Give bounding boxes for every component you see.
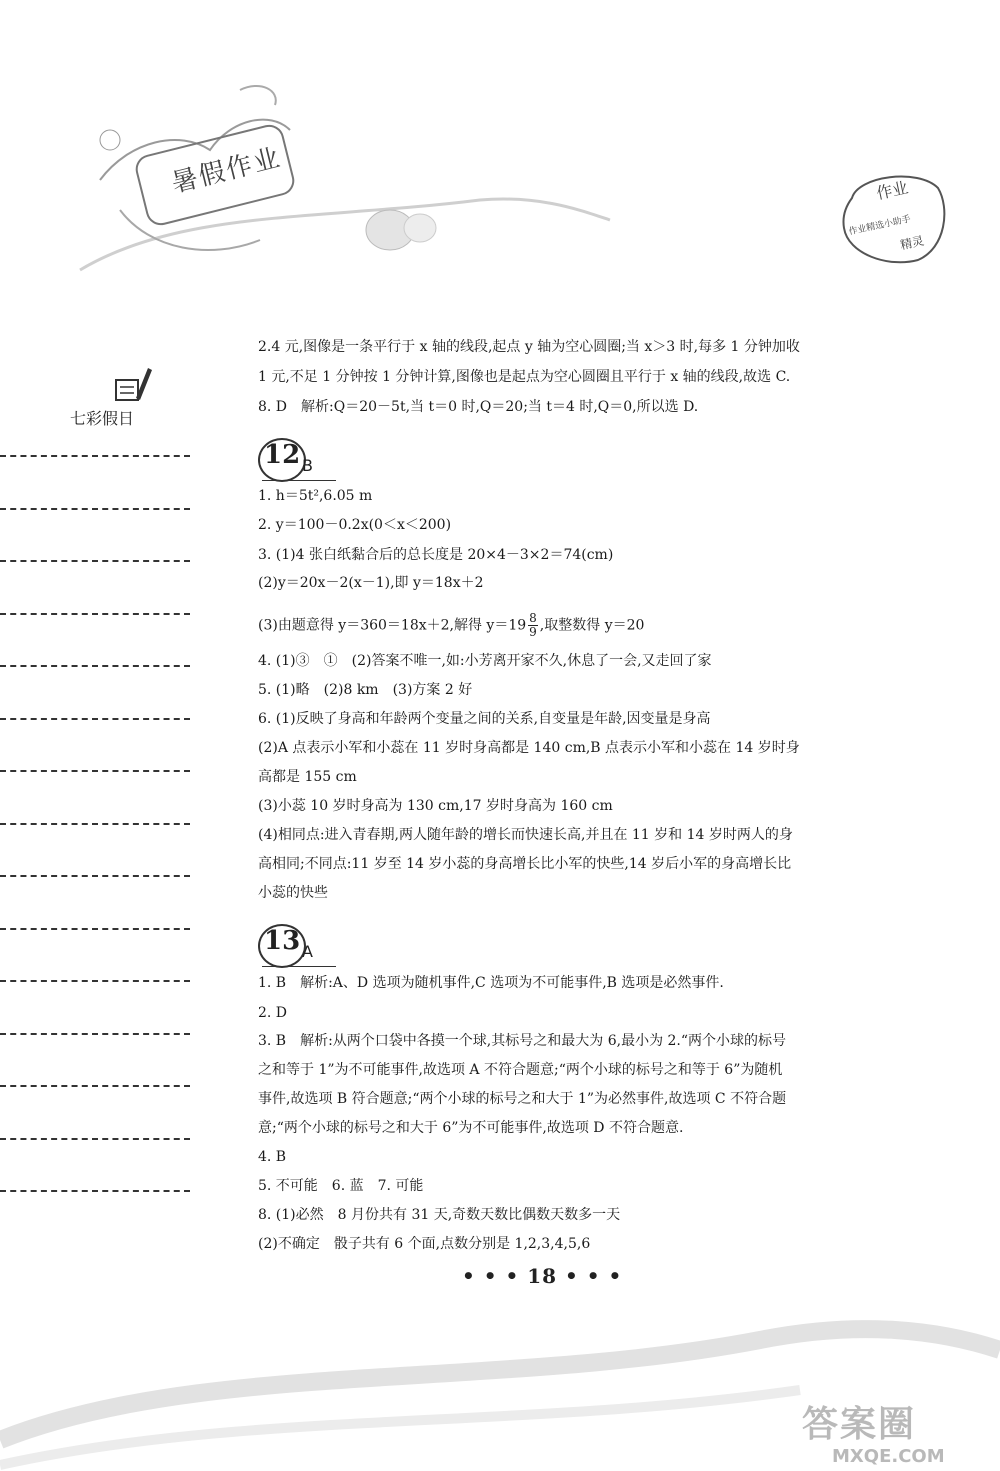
section-underline	[262, 480, 336, 481]
sidebar-note-line	[0, 1085, 190, 1087]
sidebar-note-line	[0, 1190, 190, 1192]
sidebar-note-line	[0, 823, 190, 825]
section-number: 13	[264, 926, 301, 956]
answer-line-fraction	[258, 612, 644, 639]
answer-line: 4. B	[258, 1149, 287, 1165]
answer-line: 8. D 解析:Q＝20－5t,当 t＝0 时,Q＝20;当 t＝4 时,Q＝0,所以选 D.	[258, 399, 699, 415]
seal-text-middle: 作业精选小助手	[847, 214, 912, 238]
notepad-pen-icon	[112, 362, 154, 406]
answer-line: 3. B 解析:从两个口袋中各摸一个球,其标号之和最大为 6,最小为 2.“两个小球的标号	[258, 1033, 787, 1049]
sidebar-note-line	[0, 980, 190, 982]
sidebar-note-line	[0, 718, 190, 720]
answer-line: 1. h＝5t²,6.05 m	[258, 488, 373, 504]
answer-line: (2)不确定 骰子共有 6 个面,点数分别是 1,2,3,4,5,6	[258, 1236, 591, 1252]
watermark-url: MXQE.COM	[832, 1446, 945, 1467]
header-decoration	[60, 60, 620, 320]
sidebar-note-line	[0, 928, 190, 930]
header-title: 暑假作业	[168, 142, 285, 200]
answer-line: 5. 不可能 6. 蓝 7. 可能	[258, 1178, 424, 1194]
section-13-badge	[258, 924, 338, 968]
section-letter: B	[302, 456, 313, 475]
section-12-badge	[258, 438, 338, 482]
answer-line: 1. B 解析:A、D 选项为随机事件,C 选项为不可能事件,B 选项是必然事件.	[258, 975, 724, 991]
answer-text: (3)由题意得 y＝360＝18x＋2,解得 y＝19	[258, 617, 527, 634]
answer-line: 高都是 155 cm	[258, 769, 357, 785]
answer-line: 意;“两个小球的标号之和大于 6”为不可能事件,故选项 D 不符合题意.	[258, 1120, 684, 1136]
answer-line: 6. (1)反映了身高和年龄两个变量之间的关系,自变量是年龄,因变量是身高	[258, 711, 711, 727]
sidebar-note-line	[0, 875, 190, 877]
answer-line: 2.4 元,图像是一条平行于 x 轴的线段,起点 y 轴为空心圆圈;当 x＞3 时,每多 1 分钟加收	[258, 339, 800, 355]
answer-line: 8. (1)必然 8 月份共有 31 天,奇数天数比偶数天数多一天	[258, 1207, 621, 1223]
sidebar-note-line	[0, 613, 190, 615]
sidebar-note-line	[0, 560, 190, 562]
section-underline	[262, 966, 336, 967]
sidebar-note-line	[0, 508, 190, 510]
fraction	[528, 612, 538, 639]
sidebar-note-line	[0, 455, 190, 457]
answer-line: 5. (1)略 (2)8 km (3)方案 2 好	[258, 682, 473, 698]
answer-line: 小蕊的快些	[258, 885, 328, 901]
sidebar-note-line	[0, 1033, 190, 1035]
answer-line: (3)小蕊 10 岁时身高为 130 cm,17 岁时身高为 160 cm	[258, 798, 613, 814]
answer-line: (4)相同点:进入青春期,两人随年龄的增长而快速长高,并且在 11 岁和 14 岁时两人的身	[258, 827, 793, 843]
fraction-numerator: 8	[529, 611, 537, 625]
answer-line: 2. D	[258, 1005, 288, 1021]
page-number: • • • 18 • • •	[462, 1264, 623, 1288]
section-letter: A	[302, 942, 313, 961]
sidebar-note-line	[0, 665, 190, 667]
answer-line: 4. (1)③ ① (2)答案不唯一,如:小芳离开家不久,休息了一会,又走回了家	[258, 653, 712, 669]
section-number: 12	[264, 440, 301, 470]
answer-line: 1 元,不足 1 分钟按 1 分钟计算,图像也是起点为空心圆圈且平行于 x 轴的线段,故选 C.	[258, 369, 791, 385]
answer-text: ,取整数得 y＝20	[539, 617, 645, 634]
fraction-denominator: 9	[529, 625, 537, 639]
watermark-logo: 答案圈	[802, 1404, 917, 1445]
answer-line: 之和等于 1”为不可能事件,故选项 A 不符合题意;“两个小球的标号之和等于 6”为随机	[258, 1062, 783, 1078]
sidebar-note-line	[0, 1138, 190, 1140]
answer-line: (2)A 点表示小军和小蕊在 11 岁时身高都是 140 cm,B 点表示小军和小蕊在 14 岁时身	[258, 740, 800, 756]
seal-text-top: 作业	[874, 177, 910, 204]
answer-line: (2)y＝20x－2(x－1),即 y＝18x＋2	[258, 575, 484, 591]
answer-line: 2. y＝100－0.2x(0＜x＜200)	[258, 517, 452, 533]
sidebar-note-line	[0, 770, 190, 772]
answer-line: 3. (1)4 张白纸黏合后的总长度是 20×4－3×2＝74(cm)	[258, 547, 614, 563]
sidebar-label: 七彩假日	[70, 409, 135, 428]
seal-text-bottom: 精灵	[898, 233, 926, 253]
answer-line: 事件,故选项 B 符合题意;“两个小球的标号之和大于 1”为必然事件,故选项 C 不符合题	[258, 1091, 787, 1107]
answer-line: 高相同;不同点:11 岁至 14 岁小蕊的身高增长比小军的快些,14 岁后小军的身高增长比	[258, 856, 792, 872]
